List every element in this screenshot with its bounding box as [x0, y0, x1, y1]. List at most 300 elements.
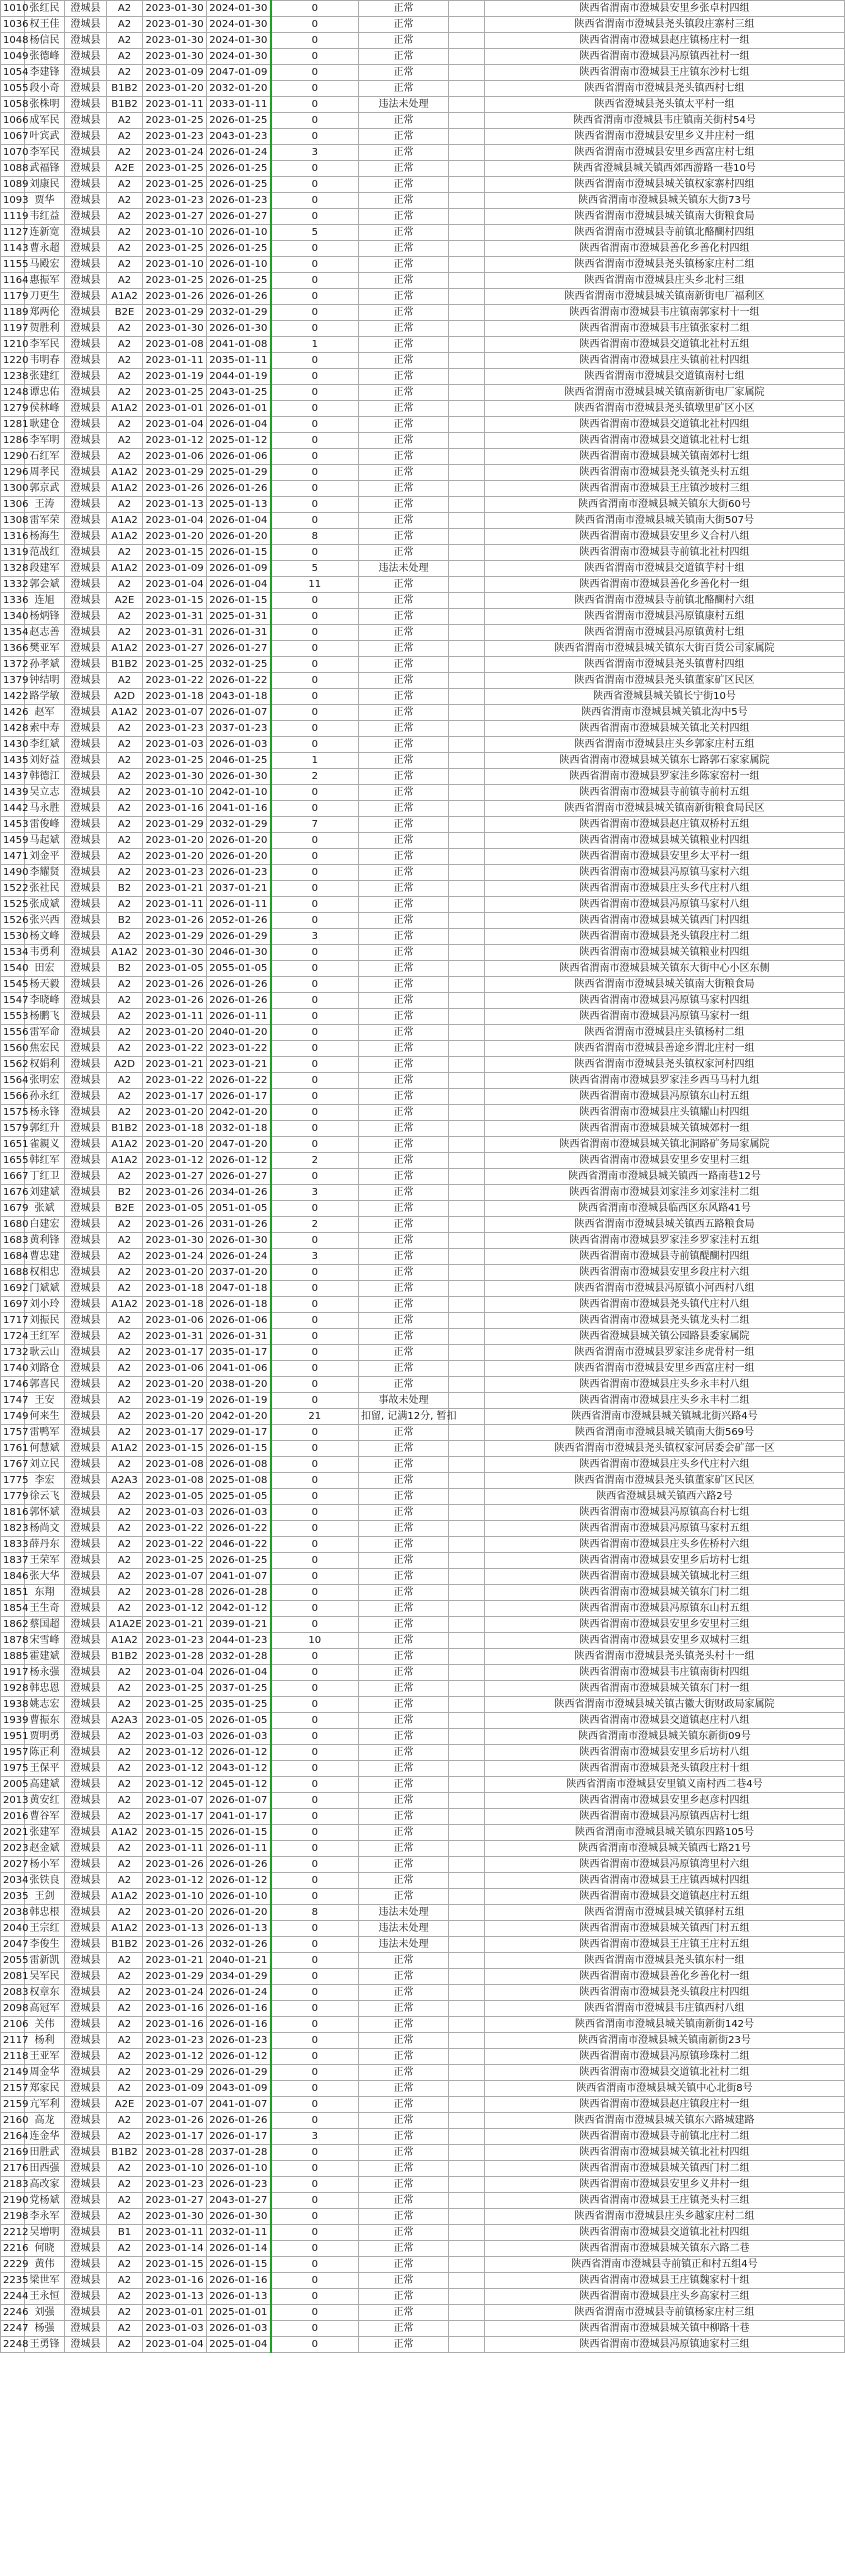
license-status: 正常 — [359, 289, 449, 305]
table-row — [1, 721, 845, 737]
remark — [449, 609, 485, 625]
table-row — [1, 177, 845, 193]
county: 澄城县 — [65, 1329, 107, 1345]
license-class: A2 — [107, 609, 143, 625]
county: 澄城县 — [65, 2033, 107, 2049]
penalty-points: 0 — [271, 193, 359, 209]
record-id: 1651 — [1, 1137, 25, 1153]
expiry-date: 2044-01-23 — [207, 1633, 271, 1649]
remark — [449, 577, 485, 593]
expiry-date: 2026-01-12 — [207, 1153, 271, 1169]
county: 澄城县 — [65, 641, 107, 657]
county: 澄城县 — [65, 1105, 107, 1121]
record-id: 1547 — [1, 993, 25, 1009]
driver-name: 张明宏 — [25, 1073, 65, 1089]
license-status: 正常 — [359, 1329, 449, 1345]
expiry-date: 2023-01-21 — [207, 1057, 271, 1073]
license-status: 正常 — [359, 1153, 449, 1169]
issue-date: 2023-01-31 — [143, 609, 207, 625]
license-class: A2 — [107, 929, 143, 945]
table-row — [1, 1697, 845, 1713]
license-status: 正常 — [359, 1713, 449, 1729]
driver-name: 杨鹏飞 — [25, 1009, 65, 1025]
record-id: 2016 — [1, 1809, 25, 1825]
license-class: A2E — [107, 161, 143, 177]
record-id: 2248 — [1, 2337, 25, 2353]
penalty-points: 0 — [271, 417, 359, 433]
license-class: A2 — [107, 1553, 143, 1569]
record-id: 1779 — [1, 1489, 25, 1505]
county: 澄城县 — [65, 1233, 107, 1249]
address: 陕西省渭南市澄城县冯原镇马家村五组 — [485, 1521, 845, 1537]
remark — [449, 2305, 485, 2321]
expiry-date: 2037-01-20 — [207, 1265, 271, 1281]
county: 澄城县 — [65, 913, 107, 929]
expiry-date: 2026-01-25 — [207, 1553, 271, 1569]
county: 澄城县 — [65, 1793, 107, 1809]
driver-name: 张建军 — [25, 1825, 65, 1841]
address: 陕西省渭南市澄城县城关镇城北村三组 — [485, 1569, 845, 1585]
remark — [449, 657, 485, 673]
driver-name: 杨天毅 — [25, 977, 65, 993]
driver-name: 张德峰 — [25, 49, 65, 65]
table-row — [1, 849, 845, 865]
penalty-points: 0 — [271, 1105, 359, 1121]
issue-date: 2023-01-11 — [143, 2225, 207, 2241]
county: 澄城县 — [65, 1601, 107, 1617]
license-class: A2 — [107, 993, 143, 1009]
expiry-date: 2025-01-29 — [207, 465, 271, 481]
expiry-date: 2034-01-26 — [207, 1185, 271, 1201]
address: 陕西省渭南市澄城县冯原镇马家村八组 — [485, 897, 845, 913]
issue-date: 2023-01-25 — [143, 753, 207, 769]
issue-date: 2023-01-23 — [143, 193, 207, 209]
remark — [449, 1985, 485, 2001]
license-class: A2 — [107, 2161, 143, 2177]
expiry-date: 2023-01-22 — [207, 1041, 271, 1057]
license-class: A2 — [107, 769, 143, 785]
driver-name: 赵金斌 — [25, 1841, 65, 1857]
penalty-points: 0 — [271, 2177, 359, 2193]
license-class: B1B2 — [107, 1121, 143, 1137]
address: 陕西省澄城县城关镇西郊西游路一巷10号 — [485, 161, 845, 177]
address: 陕西省渭南市澄城县庄头镇前社村四组 — [485, 353, 845, 369]
county: 澄城县 — [65, 673, 107, 689]
penalty-points: 0 — [271, 849, 359, 865]
county: 澄城县 — [65, 2081, 107, 2097]
expiry-date: 2041-01-06 — [207, 1361, 271, 1377]
driver-name: 杨信民 — [25, 33, 65, 49]
license-class: A2 — [107, 145, 143, 161]
county: 澄城县 — [65, 1617, 107, 1633]
record-id: 1422 — [1, 689, 25, 705]
county: 澄城县 — [65, 97, 107, 113]
issue-date: 2023-01-20 — [143, 1905, 207, 1921]
license-class: A2 — [107, 1537, 143, 1553]
address: 陕西省渭南市澄城县王庄镇王庄村五组 — [485, 1937, 845, 1953]
expiry-date: 2026-01-01 — [207, 401, 271, 417]
driver-name: 霍建斌 — [25, 1649, 65, 1665]
remark — [449, 177, 485, 193]
record-id: 1854 — [1, 1601, 25, 1617]
table-row — [1, 545, 845, 561]
driver-name: 权相忠 — [25, 1265, 65, 1281]
remark — [449, 193, 485, 209]
record-id: 2106 — [1, 2017, 25, 2033]
issue-date: 2023-01-25 — [143, 273, 207, 289]
license-class: A2 — [107, 1585, 143, 1601]
license-class: A2 — [107, 1457, 143, 1473]
penalty-points: 0 — [271, 2049, 359, 2065]
penalty-points: 0 — [271, 1345, 359, 1361]
driver-name: 王安 — [25, 1393, 65, 1409]
record-id: 1564 — [1, 1073, 25, 1089]
address: 陕西省渭南市澄城县赵庄镇双桥村五组 — [485, 817, 845, 833]
address: 陕西省渭南市澄城县城关镇东门村一组 — [485, 1681, 845, 1697]
county: 澄城县 — [65, 1681, 107, 1697]
record-id: 1917 — [1, 1665, 25, 1681]
record-id: 1566 — [1, 1089, 25, 1105]
remark — [449, 769, 485, 785]
expiry-date: 2025-01-12 — [207, 433, 271, 449]
remark — [449, 1121, 485, 1137]
table-row — [1, 529, 845, 545]
county: 澄城县 — [65, 1905, 107, 1921]
county: 澄城县 — [65, 1841, 107, 1857]
record-id: 2183 — [1, 2177, 25, 2193]
address: 陕西省渭南市澄城县庄头乡越家庄村二组 — [485, 2209, 845, 2225]
issue-date: 2023-01-07 — [143, 1569, 207, 1585]
license-status: 正常 — [359, 2225, 449, 2241]
table-row — [1, 1281, 845, 1297]
license-status: 正常 — [359, 2289, 449, 2305]
license-status: 正常 — [359, 2305, 449, 2321]
license-status: 正常 — [359, 769, 449, 785]
remark — [449, 1729, 485, 1745]
record-id: 1281 — [1, 417, 25, 433]
license-status: 正常 — [359, 17, 449, 33]
table-row — [1, 1809, 845, 1825]
table-row — [1, 1969, 845, 1985]
penalty-points: 0 — [271, 1969, 359, 1985]
county: 澄城县 — [65, 65, 107, 81]
license-status: 正常 — [359, 2113, 449, 2129]
record-id: 1556 — [1, 1025, 25, 1041]
table-row — [1, 353, 845, 369]
license-class: A2E — [107, 2097, 143, 2113]
table-row — [1, 465, 845, 481]
issue-date: 2023-01-17 — [143, 1425, 207, 1441]
remark — [449, 2129, 485, 2145]
issue-date: 2023-01-25 — [143, 1553, 207, 1569]
table-row — [1, 1041, 845, 1057]
address: 陕西省渭南市澄城县城关镇中心北街8号 — [485, 2081, 845, 2097]
table-row — [1, 449, 845, 465]
license-status: 正常 — [359, 1105, 449, 1121]
table-row — [1, 1057, 845, 1073]
penalty-points: 0 — [271, 2209, 359, 2225]
address: 陕西省渭南市澄城县交道镇北社村五组 — [485, 337, 845, 353]
address: 陕西省渭南市澄城县交道镇南村七组 — [485, 369, 845, 385]
license-status: 正常 — [359, 1489, 449, 1505]
table-body — [1, 1, 845, 2353]
expiry-date: 2041-01-08 — [207, 337, 271, 353]
county: 澄城县 — [65, 1009, 107, 1025]
table-row — [1, 785, 845, 801]
record-id: 2027 — [1, 1857, 25, 1873]
address: 陕西省渭南市澄城县安里乡太平村一组 — [485, 849, 845, 865]
remark — [449, 1761, 485, 1777]
county: 澄城县 — [65, 2289, 107, 2305]
license-class: A2 — [107, 337, 143, 353]
remark — [449, 833, 485, 849]
table-row — [1, 1985, 845, 2001]
table-row — [1, 657, 845, 673]
license-status: 正常 — [359, 529, 449, 545]
driver-name: 段建军 — [25, 561, 65, 577]
table-row — [1, 305, 845, 321]
record-id: 1553 — [1, 1009, 25, 1025]
penalty-points: 0 — [271, 1745, 359, 1761]
remark — [449, 465, 485, 481]
county: 澄城县 — [65, 1665, 107, 1681]
record-id: 1189 — [1, 305, 25, 321]
license-status: 正常 — [359, 1681, 449, 1697]
table-row — [1, 929, 845, 945]
expiry-date: 2026-01-22 — [207, 1521, 271, 1537]
license-status: 正常 — [359, 1265, 449, 1281]
driver-name: 权章东 — [25, 1985, 65, 2001]
table-row — [1, 1137, 845, 1153]
penalty-points: 0 — [271, 673, 359, 689]
license-class: B2 — [107, 1185, 143, 1201]
issue-date: 2023-01-18 — [143, 1297, 207, 1313]
record-id: 1471 — [1, 849, 25, 865]
remark — [449, 1841, 485, 1857]
license-status: 正常 — [359, 625, 449, 641]
table-row — [1, 2113, 845, 2129]
license-status: 正常 — [359, 497, 449, 513]
issue-date: 2023-01-20 — [143, 833, 207, 849]
county: 澄城县 — [65, 1025, 107, 1041]
address: 陕西省渭南市澄城县冯原镇迪家村三组 — [485, 2337, 845, 2353]
record-id: 1525 — [1, 897, 25, 913]
issue-date: 2023-01-16 — [143, 801, 207, 817]
remark — [449, 241, 485, 257]
driver-name: 石红军 — [25, 449, 65, 465]
table-row — [1, 2305, 845, 2321]
driver-name: 张红民 — [25, 1, 65, 17]
remark — [449, 1489, 485, 1505]
county: 澄城县 — [65, 769, 107, 785]
expiry-date: 2026-01-25 — [207, 241, 271, 257]
record-id: 1676 — [1, 1185, 25, 1201]
license-status: 正常 — [359, 961, 449, 977]
record-id: 2247 — [1, 2321, 25, 2337]
county: 澄城县 — [65, 881, 107, 897]
table-row — [1, 2049, 845, 2065]
county: 澄城县 — [65, 337, 107, 353]
issue-date: 2023-01-08 — [143, 1457, 207, 1473]
driver-name: 韦明春 — [25, 353, 65, 369]
license-status: 正常 — [359, 1025, 449, 1041]
record-id: 1379 — [1, 673, 25, 689]
county: 澄城县 — [65, 2161, 107, 2177]
expiry-date: 2037-01-21 — [207, 881, 271, 897]
driver-name: 白建宏 — [25, 1217, 65, 1233]
county: 澄城县 — [65, 209, 107, 225]
remark — [449, 321, 485, 337]
penalty-points: 0 — [271, 1777, 359, 1793]
remark — [449, 2177, 485, 2193]
penalty-points: 0 — [271, 2273, 359, 2289]
remark — [449, 513, 485, 529]
driver-name: 李军民 — [25, 337, 65, 353]
penalty-points: 0 — [271, 1793, 359, 1809]
penalty-points: 0 — [271, 113, 359, 129]
remark — [449, 897, 485, 913]
address: 陕西省渭南市澄城县善途乡渭北庄村一组 — [485, 1041, 845, 1057]
record-id: 2176 — [1, 2161, 25, 2177]
expiry-date: 2026-01-23 — [207, 865, 271, 881]
issue-date: 2023-01-26 — [143, 913, 207, 929]
county: 澄城县 — [65, 401, 107, 417]
remark — [449, 753, 485, 769]
driver-name: 黄伟 — [25, 2257, 65, 2273]
address: 陕西省渭南市澄城县尧头镇权家河居委会矿部一区 — [485, 1441, 845, 1457]
record-id: 1430 — [1, 737, 25, 753]
license-class: A2 — [107, 545, 143, 561]
record-id: 1846 — [1, 1569, 25, 1585]
expiry-date: 2026-01-12 — [207, 1745, 271, 1761]
expiry-date: 2026-01-30 — [207, 321, 271, 337]
remark — [449, 1249, 485, 1265]
issue-date: 2023-01-25 — [143, 1697, 207, 1713]
license-class: A1A2 — [107, 705, 143, 721]
driver-name: 杨永锋 — [25, 1105, 65, 1121]
expiry-date: 2026-01-24 — [207, 145, 271, 161]
county: 澄城县 — [65, 1713, 107, 1729]
expiry-date: 2037-01-28 — [207, 2145, 271, 2161]
record-id: 1054 — [1, 65, 25, 81]
driver-name: 杨强 — [25, 2321, 65, 2337]
penalty-points: 0 — [271, 2305, 359, 2321]
license-status: 正常 — [359, 1073, 449, 1089]
driver-name: 段小奇 — [25, 81, 65, 97]
license-status: 正常 — [359, 2065, 449, 2081]
record-id: 2098 — [1, 2001, 25, 2017]
license-status: 正常 — [359, 993, 449, 1009]
address: 陕西省渭南市澄城县庄头乡永丰村八组 — [485, 1377, 845, 1393]
license-class: A2 — [107, 1265, 143, 1281]
license-class: A2E — [107, 593, 143, 609]
driver-name: 雷鸭军 — [25, 1425, 65, 1441]
license-class: A2 — [107, 1505, 143, 1521]
county: 澄城县 — [65, 1361, 107, 1377]
license-status: 正常 — [359, 177, 449, 193]
address: 陕西省渭南市澄城县城关镇南新街23号 — [485, 2033, 845, 2049]
driver-name: 孙孝斌 — [25, 657, 65, 673]
address: 陕西省渭南市澄城县尧头镇董家矿区民区 — [485, 673, 845, 689]
driver-name: 韩德江 — [25, 769, 65, 785]
remark — [449, 865, 485, 881]
record-id: 2164 — [1, 2129, 25, 2145]
remark — [449, 1073, 485, 1089]
license-class: A2 — [107, 1953, 143, 1969]
county: 澄城县 — [65, 1153, 107, 1169]
driver-name: 张斌 — [25, 1201, 65, 1217]
license-status: 正常 — [359, 2033, 449, 2049]
address: 陕西省渭南市澄城县韦庄镇南郭家村十一组 — [485, 305, 845, 321]
expiry-date: 2041-01-17 — [207, 1809, 271, 1825]
address: 陕西省渭南市澄城县尧头镇尧头村十一组 — [485, 1649, 845, 1665]
address: 陕西省渭南市澄城县安里乡双城村三组 — [485, 1633, 845, 1649]
expiry-date: 2026-01-26 — [207, 1857, 271, 1873]
driver-name: 韦勇利 — [25, 945, 65, 961]
driver-name: 党杨斌 — [25, 2193, 65, 2209]
penalty-points: 0 — [271, 1553, 359, 1569]
table-row — [1, 641, 845, 657]
table-row — [1, 1761, 845, 1777]
table-row — [1, 945, 845, 961]
issue-date: 2023-01-23 — [143, 721, 207, 737]
driver-name: 韩忠根 — [25, 1905, 65, 1921]
issue-date: 2023-01-25 — [143, 1681, 207, 1697]
issue-date: 2023-01-26 — [143, 1217, 207, 1233]
expiry-date: 2042-01-12 — [207, 1601, 271, 1617]
expiry-date: 2026-01-04 — [207, 417, 271, 433]
license-class: A2 — [107, 1217, 143, 1233]
expiry-date: 2026-01-16 — [207, 2273, 271, 2289]
county: 澄城县 — [65, 1201, 107, 1217]
license-status: 正常 — [359, 2209, 449, 2225]
license-class: A2 — [107, 1489, 143, 1505]
license-status: 正常 — [359, 593, 449, 609]
issue-date: 2023-01-20 — [143, 81, 207, 97]
table-row — [1, 193, 845, 209]
county: 澄城县 — [65, 2257, 107, 2273]
penalty-points: 5 — [271, 561, 359, 577]
address: 陕西省渭南市澄城县交道镇北社村四组 — [485, 2225, 845, 2241]
license-status: 正常 — [359, 1889, 449, 1905]
penalty-points: 0 — [271, 1841, 359, 1857]
expiry-date: 2043-01-18 — [207, 689, 271, 705]
county: 澄城县 — [65, 2273, 107, 2289]
remark — [449, 1969, 485, 1985]
driver-name: 权娟利 — [25, 1057, 65, 1073]
license-class: A2 — [107, 17, 143, 33]
table-row — [1, 81, 845, 97]
record-id: 1680 — [1, 1217, 25, 1233]
license-status: 正常 — [359, 849, 449, 865]
address: 陕西省渭南市澄城县安里乡义合村八组 — [485, 529, 845, 545]
driver-name: 刘振民 — [25, 1313, 65, 1329]
record-id: 1823 — [1, 1521, 25, 1537]
license-class: A2 — [107, 1777, 143, 1793]
address: 陕西省渭南市澄城县庄头镇耀山村四组 — [485, 1105, 845, 1121]
address: 陕西省渭南市澄城县寺前镇北酪醐村六组 — [485, 593, 845, 609]
remark — [449, 1201, 485, 1217]
license-class: A2 — [107, 1281, 143, 1297]
expiry-date: 2032-01-25 — [207, 657, 271, 673]
license-status: 正常 — [359, 1217, 449, 1233]
address: 陕西省渭南市澄城县交道镇芋村十组 — [485, 561, 845, 577]
address: 陕西省渭南市澄城县韦庄镇南关街村54号 — [485, 113, 845, 129]
record-id: 1761 — [1, 1441, 25, 1457]
license-class: A2 — [107, 2129, 143, 2145]
record-id: 1697 — [1, 1297, 25, 1313]
record-id: 2246 — [1, 2305, 25, 2321]
